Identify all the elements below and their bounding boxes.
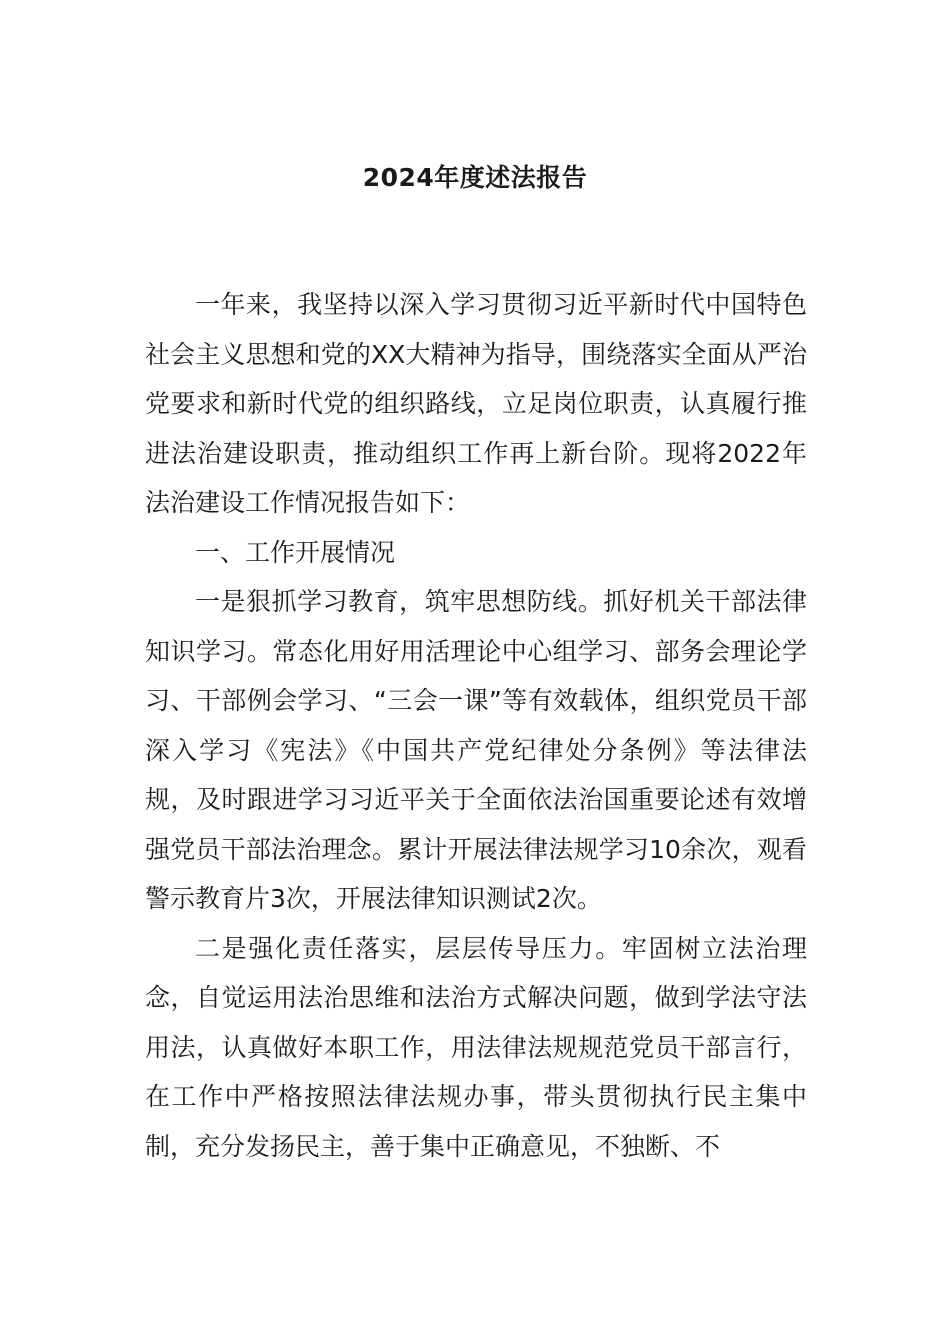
paragraph-study-education: 一是狠抓学习教育，筑牢思想防线。抓好机关干部法律知识学习。常态化用好用活理论中心组学习、部务会理论学习、干部例会学习、“三会一课”等有效载体，组织党员干部深入学习《宪法》《中国共产党纪律处分条例》等法律法规，及时跟进学习习近平关于全面依法治国重要论述有效增强党员干部法治理念。累计开展法律法规学习10余次，观看警示教育片3次，开展法律知识测试2次。 [145, 587, 807, 913]
paragraph-intro: 一年来，我坚持以深入学习贯彻习近平新时代中国特色社会主义思想和党的XX大精神为指导，围绕落实全面从严治党要求和新时代党的组织路线，立足岗位职责，认真履行推进法治建设职责，推动组织工作再上新台阶。现将2022年法治建设工作情况报告如下： [145, 290, 807, 517]
section-heading-work-progress: 一、工作开展情况 [195, 537, 396, 567]
document-title: 2024年度述法报告 [362, 163, 588, 192]
document-body [145, 280, 807, 1171]
paragraph-responsibility: 二是强化责任落实，层层传导压力。牢固树立法治理念，自觉运用法治思维和法治方式解决问题，做到学法守法用法，认真做好本职工作，用法律法规规范党员干部言行，在工作中严格按照法律法规办事，带头贯彻执行民主集中制，充分发扬民主，善于集中正确意见，不独断、不 [145, 933, 807, 1161]
